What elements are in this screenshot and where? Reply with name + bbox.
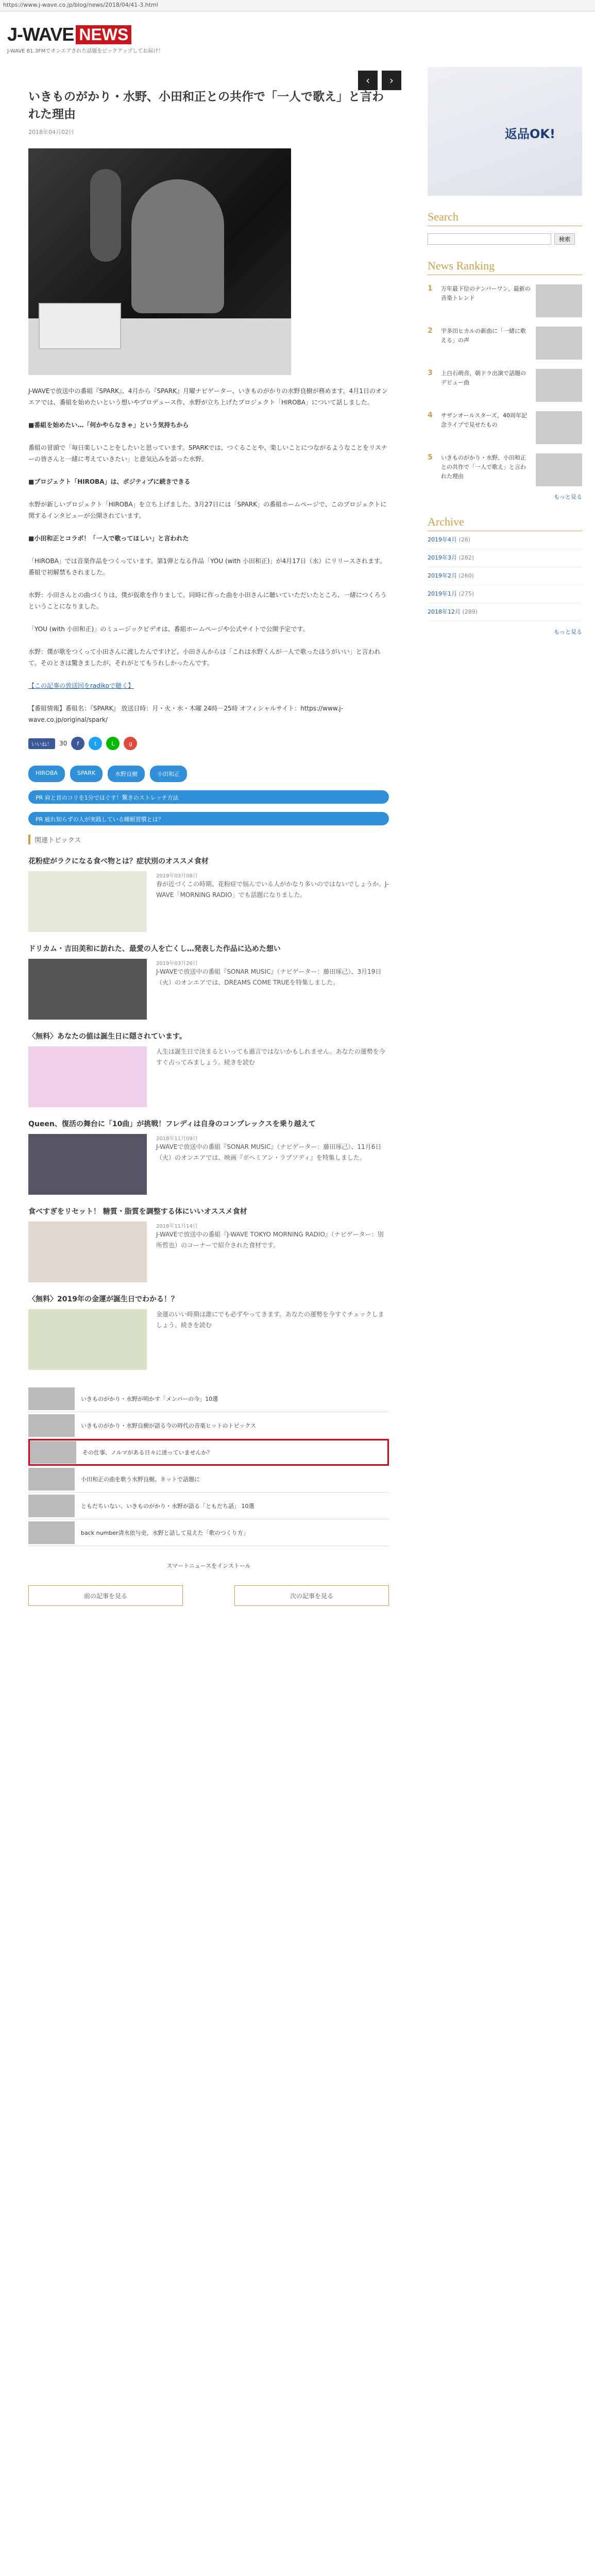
related-title[interactable]: 〈無料〉2019年の金運が誕生日でわかる！？: [28, 1295, 178, 1303]
rank-title[interactable]: 宇多田ヒカルの新曲に「一緒に歌える」の声: [441, 328, 526, 344]
paragraph: 水野：小田さんとの曲づくりは、僕が仮歌を作りまして。同時に作った曲を小田さんに聴いていただいたところ、一緒につくろうということになりました。: [28, 591, 387, 610]
ranking-item[interactable]: [428, 453, 582, 486]
search-form: [428, 233, 582, 245]
related-text: J-WAVEで放送中の番組『SONAR MUSIC』（ナビゲーター：藤田琢己）、11月6日（火）のオンエアでは、映画『ボヘミアン・ラプソディ』を特集しました。: [156, 1143, 382, 1161]
search-input[interactable]: [428, 233, 551, 245]
list-thumbnail[interactable]: [28, 1468, 75, 1490]
list-title[interactable]: いきものがかり・水野が明かす「メンバーの今」10選: [81, 1395, 218, 1402]
archive-item[interactable]: [428, 603, 582, 621]
list-title[interactable]: いきものがかり・水野良樹が語る今の時代の音楽ヒットのトピックス: [81, 1422, 257, 1429]
list-item[interactable]: [28, 1493, 389, 1519]
tag-item[interactable]: HIROBA: [28, 766, 65, 782]
archive-month[interactable]: 2019年2月: [428, 572, 457, 579]
archive-count: (260): [458, 572, 474, 579]
googleplus-icon[interactable]: g: [124, 737, 137, 750]
related-text: J-WAVEで放送中の番組『J-WAVE TOKYO MORNING RADIO』（ナビゲーター：別所哲也）のコーナーで紹介された食材です。: [156, 1231, 384, 1249]
facebook-icon[interactable]: f: [71, 737, 84, 750]
next-article-link[interactable]: 次の記事を見る: [234, 1585, 389, 1606]
archive-item[interactable]: [428, 531, 582, 549]
laptop-shape: [39, 303, 121, 349]
archive-count: (275): [458, 590, 474, 597]
related-date: 2019年03月08日: [156, 873, 198, 879]
list-title[interactable]: ともだちいない、いきものがかり・水野が語る「ともだち話」 10選: [81, 1502, 254, 1510]
related-item[interactable]: [28, 856, 389, 932]
paragraph: 「HIROBA」では音楽作品をつくっています。第1弾となる作品「YOU (with 小田和正)」が4月17日（水）にリリースされます。番組で初解禁もされました。: [28, 557, 386, 576]
ranking-item[interactable]: [428, 369, 582, 402]
list-thumbnail[interactable]: [28, 1414, 75, 1437]
archive-item[interactable]: [428, 567, 582, 585]
advertisement[interactable]: [428, 67, 582, 196]
related-text: 春が近づくこの時期、花粉症で悩んでいる人がかなり多いのではないでしょうか。J-WAVE「MORNING RADIO」でも話題になりました。: [156, 880, 389, 899]
rank-thumbnail[interactable]: [536, 411, 582, 444]
rank-thumbnail[interactable]: [536, 369, 582, 402]
related-title[interactable]: Queen、復活の舞台に「10曲」が挑戦！フレディは自身のコンプレックスを乗り越えて: [28, 1120, 316, 1128]
rank-thumbnail[interactable]: [536, 284, 582, 317]
logo-jwave: J-WAVE: [7, 24, 74, 45]
list-item[interactable]: [28, 1519, 389, 1546]
article-photo: [28, 148, 291, 375]
prev-article-link[interactable]: 前の記事を見る: [28, 1585, 183, 1606]
list-thumbnail[interactable]: [30, 1441, 76, 1464]
pr-link[interactable]: PR 疲れ知らずの人が実践している睡眠習慣とは？: [28, 812, 389, 825]
archive-count: (26): [458, 536, 471, 543]
logo-news: NEWS: [76, 25, 131, 44]
mini-list: [28, 1385, 389, 1546]
ranking-item[interactable]: [428, 284, 582, 317]
list-thumbnail[interactable]: [28, 1495, 75, 1517]
search-heading: Search: [428, 210, 582, 226]
ranking-item[interactable]: [428, 411, 582, 444]
archive-month[interactable]: 2019年1月: [428, 590, 457, 597]
twitter-icon[interactable]: t: [89, 737, 102, 750]
list-title[interactable]: その仕事、ノルマがある日々に迷っていませんか？: [82, 1449, 213, 1456]
paragraph: 「YOU (with 小田和正)」のミュージックビデオは、番組ホームページや公式サイトで公開予定です。: [28, 625, 309, 633]
related-date: 2018年11月09日: [156, 1136, 198, 1142]
archive-more-link[interactable]: もっと見る: [554, 629, 582, 635]
rank-thumbnail[interactable]: [536, 327, 582, 360]
prev-article-button[interactable]: ‹: [358, 71, 378, 90]
paragraph: J-WAVEで放送中の番組『SPARK』、4月から『SPARK』月曜ナビゲーター、いきものがかりの水野良樹が務めます。4月1日のオンエアでは、番組を始めたいという想いやプロデュース作、水野が立ち上げたプロジェクト「HIROBA」について話しました。: [28, 387, 388, 406]
related-item[interactable]: [28, 943, 389, 1020]
article-date: 2018年04月02日: [28, 129, 74, 135]
section-heading: ■番組を始めたい…「何かやらなきゃ」という気持ちから: [28, 421, 189, 429]
tag-item[interactable]: 小田和正: [150, 766, 187, 782]
article-title: いきものがかり・水野、小田和正との共作で「一人で歌え」と言われた理由: [28, 90, 384, 121]
rank-number: 2: [428, 327, 433, 335]
person-shape: [131, 179, 224, 313]
related-thumbnail[interactable]: [28, 1046, 147, 1107]
list-item[interactable]: [28, 1439, 389, 1466]
archive-count: (282): [458, 554, 474, 561]
archive-count: (289): [462, 608, 478, 615]
site-tagline: J-WAVE 81.3FMでオンエアされた話題をピックアップしてお届け！: [7, 48, 164, 54]
tag-list: [28, 766, 389, 782]
store-badge[interactable]: スマートニュースをインストール: [166, 1563, 251, 1569]
related-thumbnail[interactable]: [28, 1134, 147, 1195]
rank-title[interactable]: 万年最下位のナンバーワン、最新の音楽トレンド: [441, 285, 531, 301]
next-article-button[interactable]: ›: [382, 71, 401, 90]
list-item[interactable]: [28, 1385, 389, 1412]
like-button[interactable]: いいね！: [28, 738, 55, 749]
section-heading: ■プロジェクト「HIROBA」は、ポジティブに続きできる: [28, 478, 191, 485]
line-icon[interactable]: L: [106, 737, 120, 750]
rank-number: 1: [428, 284, 433, 293]
related-item[interactable]: [28, 1031, 389, 1107]
article-body: [28, 385, 389, 725]
list-thumbnail[interactable]: [28, 1387, 75, 1410]
tag-item[interactable]: SPARK: [70, 766, 103, 782]
list-title[interactable]: back number清水依与吏、水野と話して見えた「歌のつくり方」: [81, 1529, 249, 1536]
related-title[interactable]: ドリカム・吉田美和に訪れた、最愛の人を亡くし…発表した作品に込めた想い: [28, 945, 281, 953]
related-text: 人生は誕生日で決まるといっても過言ではないかもしれません。あなたの運勢を今すぐ占ってみましょう。続きを読む: [156, 1048, 385, 1066]
section-heading: ■小田和正とコラボ！「一人で歌ってほしい」と言われた: [28, 535, 189, 542]
related-date: 2019年03月26日: [156, 961, 198, 967]
rank-number: 3: [428, 369, 433, 377]
related-item[interactable]: [28, 1294, 389, 1370]
rank-title[interactable]: いきものがかり・水野、小田和正との共作で「一人で歌え」と言われた理由: [441, 454, 526, 480]
ranking-heading: News Ranking: [428, 259, 582, 275]
program-info: 【番組情報】番組名：『SPARK』 放送日時：月・火・水・木曜 24時－25時 オフィシャルサイト：https://www.j-wave.co.jp/original/spark/: [28, 705, 343, 723]
related-text: 金運のいい時期は誰にでも必ずやってきます。あなたの運勢を今すぐチェックしましょう。続きを読む: [156, 1311, 384, 1329]
footer-nav: [28, 1585, 389, 1606]
archive-month[interactable]: 2019年3月: [428, 554, 457, 561]
url-bar[interactable]: https://www.j-wave.co.jp/blog/news/2018/04/41-3.html: [0, 0, 595, 11]
paragraph: 番組の冒頭で「毎日楽しいことをしたいと思っています。SPARKでは、つくることや、楽しいことにつながるようなことをリスナーの皆さんと一緒に考えていきたい」と意気込みを語った水野。: [28, 444, 387, 463]
ranking-more-link[interactable]: もっと見る: [554, 494, 582, 500]
related-heading: 関連トピックス: [28, 835, 389, 844]
related-thumbnail[interactable]: [28, 959, 147, 1020]
related-thumbnail[interactable]: [28, 1309, 147, 1370]
search-button[interactable]: 検索: [554, 233, 575, 245]
related-item[interactable]: [28, 1206, 389, 1282]
pr-link[interactable]: PR 肩と首のコリを1分でほぐす！驚きのストレッチ方法: [28, 790, 389, 804]
related-text: J-WAVEで放送中の番組『SONAR MUSIC』（ナビゲーター：藤田琢己）、3月19日（火）のオンエアでは、DREAMS COME TRUEを特集しました。: [156, 968, 382, 986]
list-thumbnail[interactable]: [28, 1521, 75, 1544]
related-title[interactable]: 〈無料〉あなたの値は誕生日に隠されています。: [28, 1032, 186, 1041]
site-header: [0, 12, 595, 53]
paragraph: 水野：僕が歌をつくって小田さんに渡したんですけど、小田さんからは「これは水野くんが一人で歌ったほうがいい」と言われて。そのときは驚きましたが、それがとてもうれしかったんです。: [28, 648, 381, 667]
related-thumbnail[interactable]: [28, 871, 147, 932]
archive-item[interactable]: [428, 549, 582, 567]
ad-text: 返品OK!: [505, 127, 555, 141]
like-count: 30: [59, 740, 67, 747]
radiko-link[interactable]: 【この記事の放送回をradikoで聴く】: [28, 682, 134, 689]
paragraph: 水野が新しいプロジェクト「HIROBA」を立ち上げました。3月27日には「SPARK」の番組ホームページで、このプロジェクトに関するインタビューが公開されています。: [28, 501, 387, 519]
archive-item[interactable]: [428, 585, 582, 603]
rank-title[interactable]: サザンオールスターズ、40周年記念ライブで見せたもの: [441, 412, 528, 428]
share-bar: [28, 737, 389, 750]
related-item[interactable]: [28, 1118, 389, 1195]
related-date: 2018年11月14日: [156, 1224, 198, 1229]
main-column: [28, 88, 389, 1606]
related-thumbnail[interactable]: [28, 1222, 147, 1282]
rank-thumbnail[interactable]: [536, 453, 582, 486]
tag-item[interactable]: 水野良樹: [108, 766, 145, 782]
ranking-item[interactable]: [428, 327, 582, 360]
archive-heading: Archive: [428, 515, 582, 531]
list-item[interactable]: [28, 1466, 389, 1493]
sidebar: [428, 67, 582, 636]
related-title[interactable]: 食べすぎをリセット！ 糖質・脂質を調整する体にいいオススメ食材: [28, 1208, 247, 1216]
rank-number: 5: [428, 453, 433, 462]
rank-number: 4: [428, 411, 433, 419]
list-title[interactable]: 小田和正の曲を歌う水野良樹。ネットで話題に: [81, 1476, 200, 1483]
archive-month[interactable]: 2018年12月: [428, 608, 461, 615]
site-logo[interactable]: [7, 24, 131, 45]
microphone-shape: [90, 169, 121, 262]
archive-month[interactable]: 2019年4月: [428, 536, 457, 543]
list-item[interactable]: [28, 1412, 389, 1439]
related-title[interactable]: 花粉症がラクになる食べ物とは？症状別のオススメ食材: [28, 857, 209, 866]
rank-title[interactable]: 上白石萌音、朝ドラ出演で話題のデビュー曲: [441, 370, 526, 386]
